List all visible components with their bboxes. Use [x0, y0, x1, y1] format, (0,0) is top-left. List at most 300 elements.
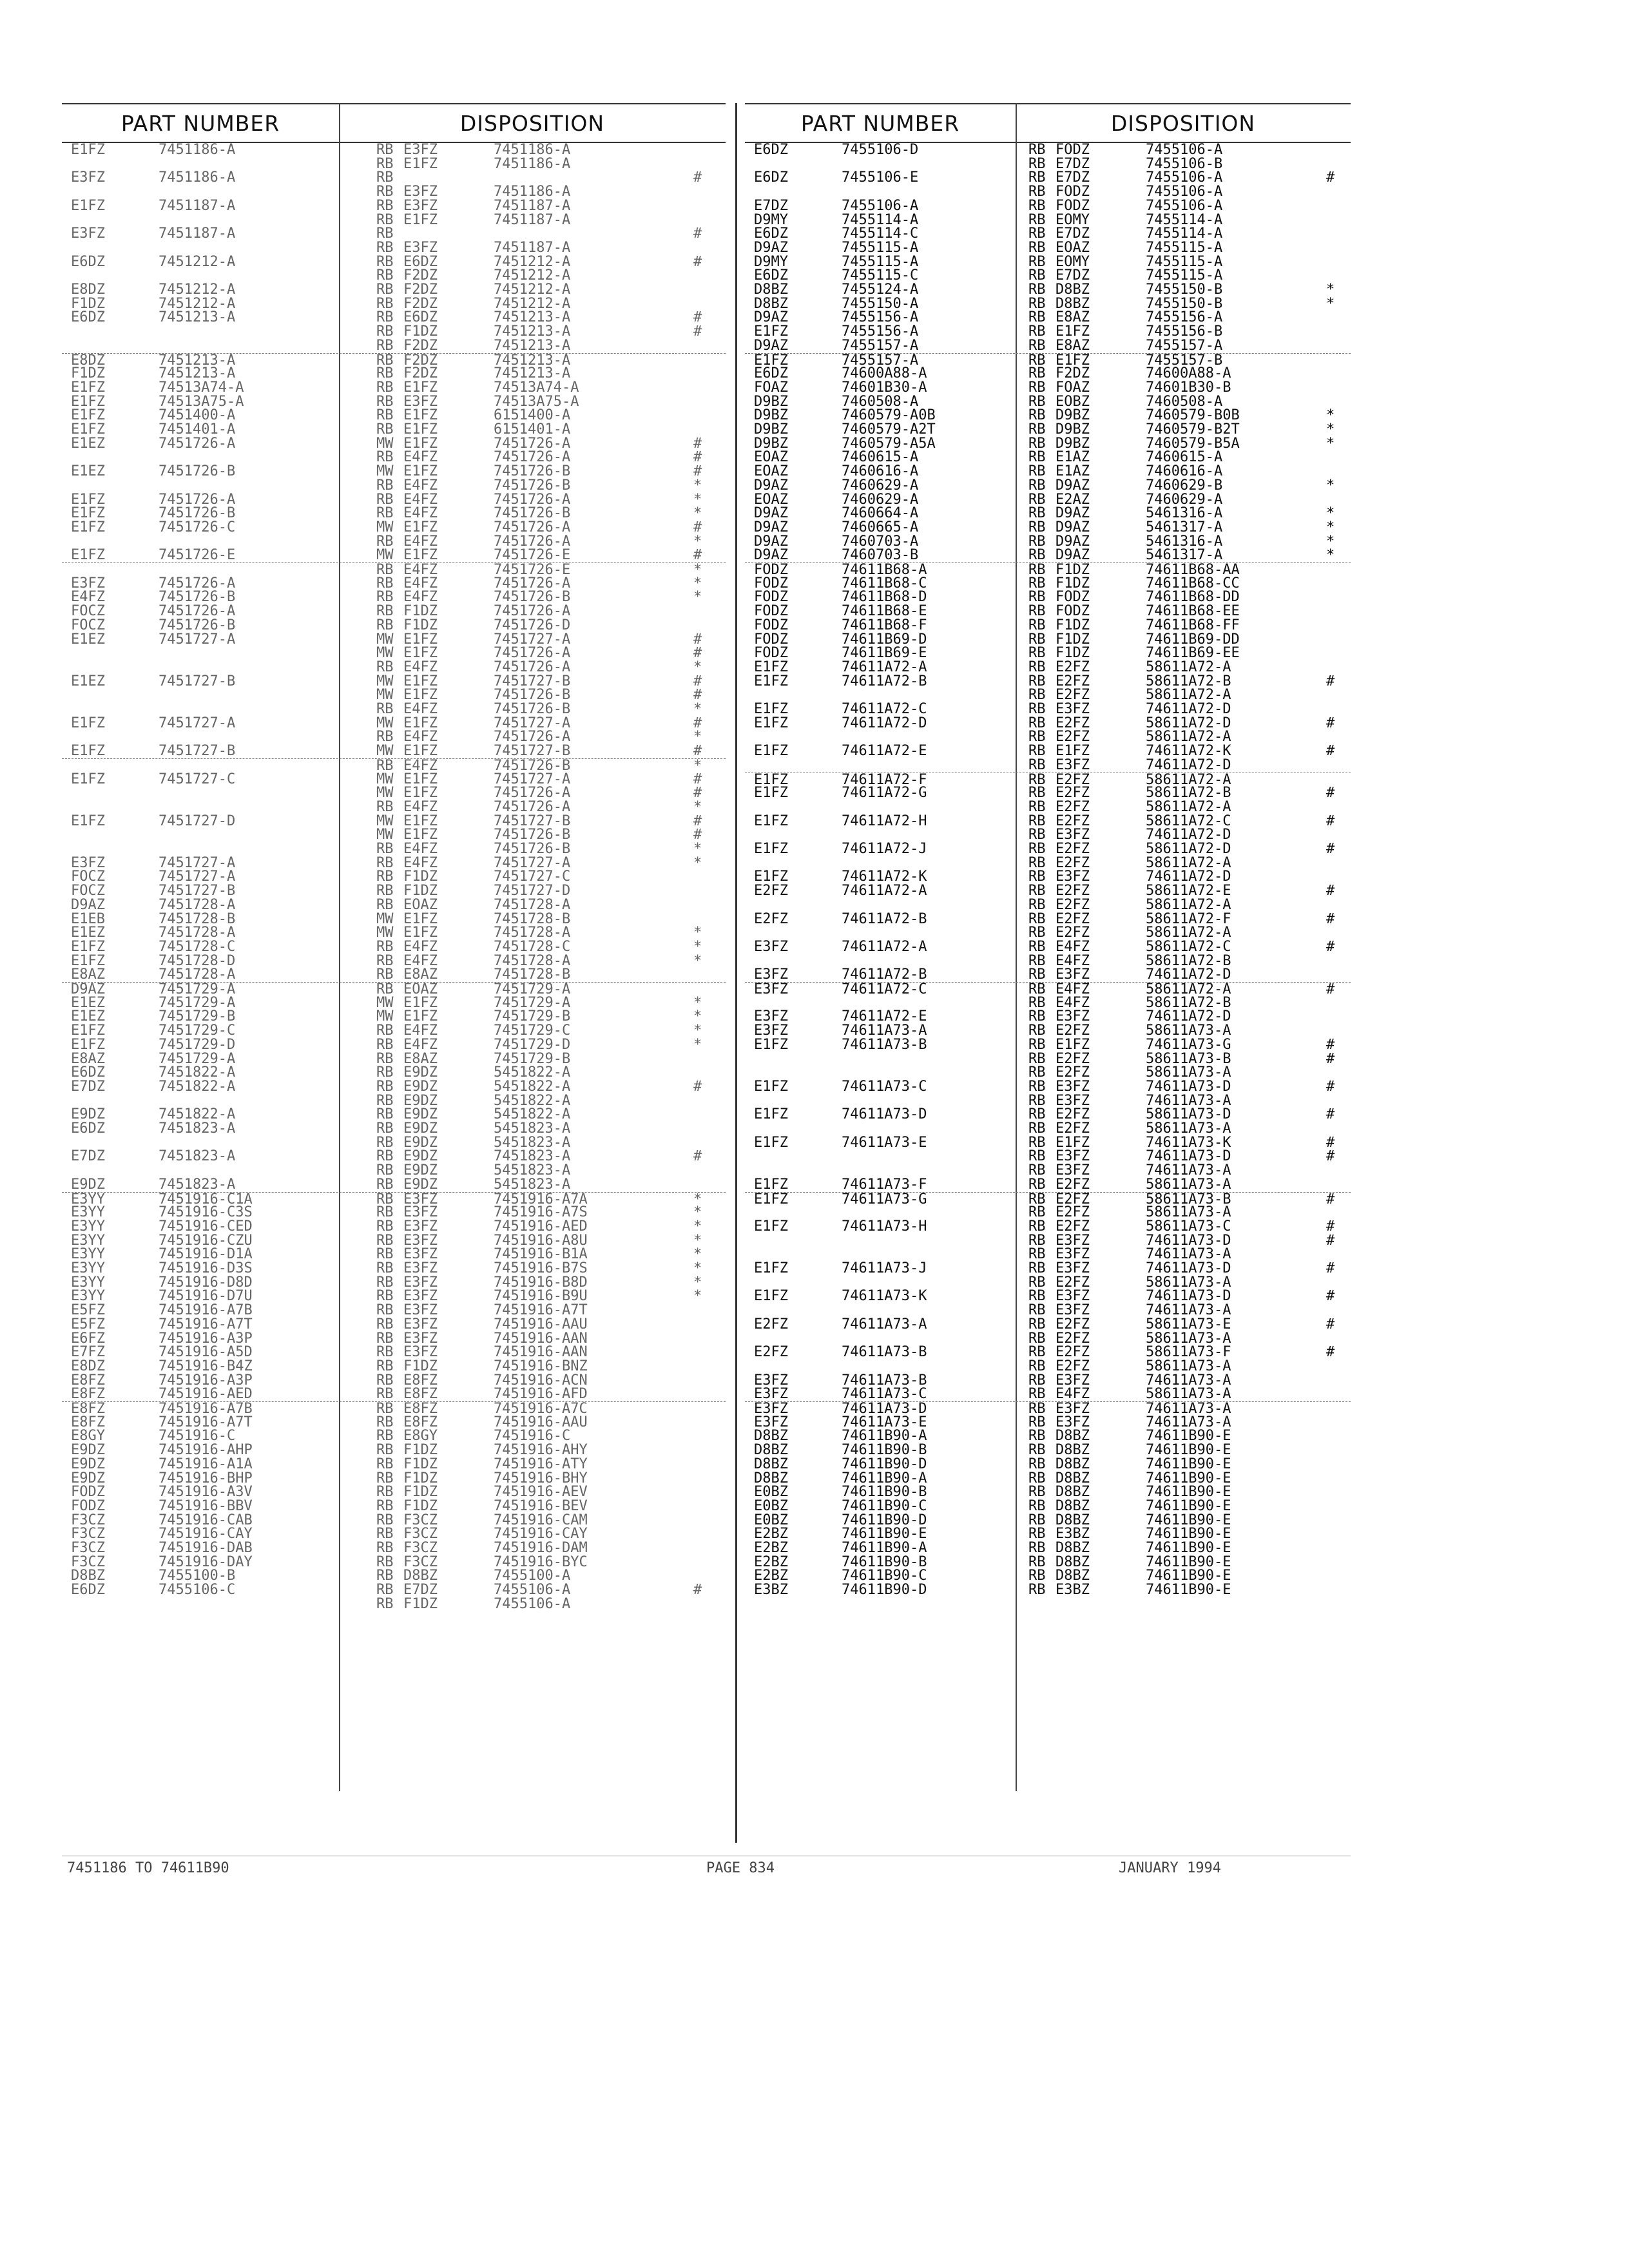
disposition-model: D9AZ: [1055, 547, 1090, 564]
table-row: [62, 1569, 726, 1582]
disposition-code: RB: [1028, 1260, 1046, 1276]
table-row: [745, 1164, 1351, 1177]
table-row: [745, 1080, 1351, 1093]
disposition-part: 58611A72-B: [1146, 994, 1231, 1011]
part-number: 7451726-B: [159, 505, 236, 522]
part-number: 7451726-C: [159, 519, 236, 535]
disposition-part: 7451187-A: [494, 239, 571, 256]
part-number: 74611A72-A: [842, 938, 927, 955]
disposition-model: E3FZ: [1055, 1372, 1090, 1389]
table-row: [62, 311, 726, 324]
part-number: 74611B90-C: [842, 1568, 927, 1584]
table-row: [62, 213, 726, 227]
disposition-model: E1FZ: [403, 421, 438, 437]
disposition-part: 74611B90-E: [1146, 1568, 1231, 1584]
part-number: 7451727-B: [159, 743, 236, 760]
model-code: E7FZ: [71, 1344, 105, 1361]
table-row: [745, 773, 1351, 787]
part-number: 74611A72-A: [842, 883, 927, 899]
disposition-code: RB: [376, 1134, 394, 1151]
table-row: [745, 548, 1351, 562]
disposition-part: 74513A75-A: [494, 393, 579, 410]
table-row: [62, 1024, 726, 1037]
disposition-part: 7451916-AED: [494, 1218, 588, 1235]
part-number: 7455156-A: [842, 309, 919, 326]
part-number: 74600A88-A: [842, 365, 927, 382]
model-code: E3YY: [71, 1232, 105, 1249]
flag-mark: #: [1326, 743, 1335, 760]
part-number: 7451822-A: [159, 1106, 236, 1123]
flag-mark: #: [1326, 715, 1335, 731]
footer-date: JANUARY 1994: [1119, 1860, 1221, 1876]
part-number: 7451726-A: [159, 491, 236, 508]
part-number: 7455115-A: [842, 253, 919, 270]
disposition-model: D8BZ: [1055, 295, 1090, 312]
part-number: 7451916-A3P: [159, 1330, 253, 1347]
disposition-model: E4FZ: [403, 562, 438, 578]
table-row: [745, 1234, 1351, 1247]
disposition-model: E1FZ: [1055, 323, 1090, 340]
part-number: 7455114-C: [842, 226, 919, 242]
model-code: FODZ: [754, 645, 788, 662]
model-code: D9AZ: [71, 981, 105, 997]
flag-mark: *: [693, 533, 702, 550]
flag-mark: *: [693, 1036, 702, 1053]
disposition-code: RB: [376, 1302, 394, 1319]
table-row: [62, 590, 726, 604]
disposition-model: E1FZ: [403, 785, 438, 802]
flag-mark: *: [1326, 547, 1335, 564]
disposition-code: RB: [1028, 1484, 1046, 1501]
part-number: 7451916-D3S: [159, 1260, 253, 1276]
table-row: [745, 269, 1351, 282]
table-row: [62, 1597, 726, 1611]
table-row: [745, 1318, 1351, 1331]
part-number: 7460629-A: [842, 491, 919, 508]
table-row: [745, 395, 1351, 408]
disposition-code: RB: [1028, 952, 1046, 969]
table-row: [745, 353, 1351, 367]
disposition-model: E8AZ: [1055, 337, 1090, 354]
table-row: [62, 1178, 726, 1191]
disposition-model: E4FZ: [403, 952, 438, 969]
disposition-part: 58611A72-C: [1146, 938, 1231, 955]
disposition-part: 74611A73-D: [1146, 1232, 1231, 1249]
disposition-model: E4FZ: [403, 533, 438, 550]
disposition-code: RB: [376, 1218, 394, 1235]
model-code: D9MY: [754, 211, 788, 228]
flag-mark: *: [693, 1274, 702, 1291]
disposition-model: EOAZ: [1055, 239, 1090, 256]
part-number: 74611B90-D: [842, 1512, 927, 1528]
disposition-part: 7451916-BHY: [494, 1470, 588, 1486]
flag-mark: *: [693, 1204, 702, 1221]
disposition-code: RB: [1028, 1358, 1046, 1374]
flag-mark: #: [1326, 910, 1335, 927]
table-row: [745, 675, 1351, 688]
table-row: [62, 339, 726, 352]
model-code: E1FZ: [754, 841, 788, 857]
disposition-part: 74611B90-E: [1146, 1442, 1231, 1459]
disposition-code: RB: [1028, 1023, 1046, 1039]
disposition-code: RB: [376, 352, 394, 369]
model-code: D9AZ: [754, 547, 788, 564]
disposition-part: 7451916-AEV: [494, 1484, 588, 1501]
model-code: FODZ: [754, 617, 788, 633]
table-row: [62, 325, 726, 338]
table-row: [745, 1178, 1351, 1191]
model-code: E1FZ: [754, 673, 788, 689]
disposition-model: E3FZ: [403, 239, 438, 256]
disposition-code: MW: [376, 925, 394, 941]
disposition-model: E3FZ: [403, 1344, 438, 1361]
disposition-code: RB: [376, 155, 394, 172]
part-number: 7455124-A: [842, 282, 919, 298]
disposition-code: RB: [1028, 1218, 1046, 1235]
part-number: 7451213-A: [159, 352, 236, 369]
model-code: E1FZ: [71, 1023, 105, 1039]
disposition-model: E7DZ: [1055, 226, 1090, 242]
disposition-part: 7451726-A: [494, 658, 571, 675]
table-row: [745, 1416, 1351, 1429]
part-number: 74611B68-E: [842, 603, 927, 620]
disposition-model: EOBZ: [1055, 393, 1090, 410]
model-code: E6DZ: [71, 253, 105, 270]
disposition-model: E6DZ: [403, 309, 438, 326]
model-code: E3YY: [71, 1260, 105, 1276]
disposition-model: E9DZ: [403, 1162, 438, 1179]
part-number-heading: PART NUMBER: [800, 111, 960, 136]
disposition-model: E2FZ: [1055, 1023, 1090, 1039]
disposition-code: RB: [376, 896, 394, 913]
model-code: E1FZ: [754, 1176, 788, 1193]
disposition-code: RB: [1028, 1036, 1046, 1053]
table-row: [62, 1149, 726, 1163]
flag-mark: *: [693, 841, 702, 857]
disposition-code: RB: [1028, 1372, 1046, 1389]
disposition-part: 74513A74-A: [494, 379, 579, 396]
table-row: [745, 1472, 1351, 1485]
part-number: 7451916-C: [159, 1428, 236, 1445]
model-code: FODZ: [71, 1484, 105, 1501]
table-row: [62, 577, 726, 590]
disposition-part: 7451726-A: [494, 435, 571, 452]
disposition-code: RB: [376, 533, 394, 550]
table-row: [745, 479, 1351, 492]
part-number: 74611A73-H: [842, 1218, 927, 1235]
model-code: E7DZ: [754, 197, 788, 214]
disposition-model: E3FZ: [403, 1260, 438, 1276]
disposition-part: 74611A72-K: [1146, 743, 1231, 760]
disposition-part: 58611A72-A: [1146, 925, 1231, 941]
disposition-model: E2FZ: [1055, 673, 1090, 689]
table-row: [745, 1262, 1351, 1275]
disposition-part: 7451916-B8D: [494, 1274, 588, 1291]
disposition-code: MW: [376, 547, 394, 564]
disposition-code: RB: [376, 1232, 394, 1249]
disposition-part: 7455106-A: [1146, 184, 1223, 200]
part-number: 74611A72-E: [842, 743, 927, 760]
model-code: E1FZ: [71, 421, 105, 437]
disposition-part: 74611B90-E: [1146, 1582, 1231, 1599]
part-number: 74611B90-B: [842, 1553, 927, 1570]
disposition-code: RB: [1028, 966, 1046, 983]
disposition-code: RB: [1028, 379, 1046, 396]
table-row: [62, 1234, 726, 1247]
disposition-part: 5461316-A: [1146, 505, 1223, 522]
disposition-part: 7451186-A: [494, 184, 571, 200]
table-row: [62, 1220, 726, 1233]
model-code: E6DZ: [71, 1120, 105, 1137]
disposition-part: 7451726-B: [494, 477, 571, 494]
disposition-model: E8FZ: [403, 1414, 438, 1430]
disposition-model: E8FZ: [403, 1401, 438, 1417]
table-row: [62, 1276, 726, 1289]
disposition-model: D9BZ: [1055, 407, 1090, 424]
disposition-part: 5451823-A: [494, 1120, 571, 1137]
part-number: 74611B90-B: [842, 1484, 927, 1501]
model-code: E1EZ: [71, 463, 105, 480]
flag-mark: *: [693, 1246, 702, 1263]
disposition-model: E2FZ: [1055, 883, 1090, 899]
disposition-part: 74611A72-D: [1146, 966, 1231, 983]
model-code: E0BZ: [754, 1484, 788, 1501]
model-code: E1EZ: [71, 1008, 105, 1025]
disposition-model: E4FZ: [1055, 938, 1090, 955]
model-code: E1FZ: [71, 393, 105, 410]
table-row: [62, 968, 726, 981]
disposition-part: 58611A72-F: [1146, 910, 1231, 927]
disposition-code: RB: [1028, 841, 1046, 857]
table-row: [745, 562, 1351, 577]
model-code: D8BZ: [71, 1568, 105, 1584]
disposition-code: RB: [376, 1372, 394, 1389]
table-row: [745, 1457, 1351, 1471]
model-code: E1EZ: [71, 673, 105, 689]
disposition-part: 58611A73-F: [1146, 1344, 1231, 1361]
part-number: 74611B68-C: [842, 575, 927, 591]
disposition-model: E3FZ: [1055, 1288, 1090, 1305]
disposition-model: E9DZ: [403, 1134, 438, 1151]
disposition-part: 7455106-B: [1146, 155, 1223, 172]
disposition-model: D8BZ: [403, 1568, 438, 1584]
disposition-code: RB: [376, 365, 394, 382]
table-row: [62, 1401, 726, 1416]
disposition-part: 58611A72-B: [1146, 785, 1231, 802]
disposition-model: E2FZ: [1055, 785, 1090, 802]
disposition-code: RB: [1028, 729, 1046, 745]
disposition-part: 7451729-B: [494, 1008, 571, 1025]
disposition-model: E4FZ: [403, 491, 438, 508]
disposition-code: MW: [376, 827, 394, 843]
disposition-code: RB: [376, 1023, 394, 1039]
disposition-code: RB: [376, 1330, 394, 1347]
part-number: 7451916-CED: [159, 1218, 253, 1235]
table-row: [745, 1527, 1351, 1541]
disposition-model: E2FZ: [1055, 1344, 1090, 1361]
part-number: 7455157-A: [842, 352, 919, 369]
table-row: [62, 143, 726, 157]
model-code: E6DZ: [754, 267, 788, 284]
table-row: [745, 1332, 1351, 1345]
disposition-part: 7455106-A: [494, 1595, 571, 1612]
disposition-code: MW: [376, 631, 394, 648]
disposition-model: E8FZ: [403, 1386, 438, 1403]
disposition-code: RB: [1028, 854, 1046, 871]
flag-mark: *: [1326, 435, 1335, 452]
model-code: E1FZ: [71, 547, 105, 564]
disposition-code: RB: [376, 1191, 394, 1207]
part-number: 7451727-D: [159, 812, 236, 829]
disposition-model: E8AZ: [1055, 309, 1090, 326]
disposition-part: 7460579-B5A: [1146, 435, 1240, 452]
part-number: 7451729-A: [159, 1050, 236, 1067]
table-row: [745, 1387, 1351, 1401]
disposition-part: 74611A73-G: [1146, 1036, 1231, 1053]
part-number: 7455106-A: [842, 197, 919, 214]
disposition-part: 58611A73-A: [1146, 1204, 1231, 1221]
model-code: E9DZ: [71, 1456, 105, 1472]
disposition-part: 7451727-B: [494, 812, 571, 829]
disposition-code: RB: [376, 1358, 394, 1374]
disposition-code: RB: [376, 1246, 394, 1263]
disposition-model: E3FZ: [1055, 1008, 1090, 1025]
model-code: D8BZ: [754, 1470, 788, 1486]
disposition-model: E1FZ: [403, 812, 438, 829]
disposition-part: 7451916-A8U: [494, 1232, 588, 1249]
model-code: FOAZ: [754, 379, 788, 396]
disposition-heading: DISPOSITION: [1110, 111, 1256, 136]
disposition-part: 5451823-A: [494, 1176, 571, 1193]
table-row: [62, 1010, 726, 1023]
disposition-model: E3FZ: [1055, 1162, 1090, 1179]
part-number: 7460579-A0B: [842, 407, 936, 424]
model-code: E5FZ: [71, 1302, 105, 1319]
part-number: 74611A73-A: [842, 1316, 927, 1332]
disposition-code: RB: [1028, 812, 1046, 829]
disposition-model: E3FZ: [403, 1316, 438, 1332]
model-code: E1EZ: [71, 925, 105, 941]
model-code: E1FZ: [754, 1036, 788, 1053]
model-code: F1DZ: [71, 295, 105, 312]
model-code: FOCZ: [71, 869, 105, 885]
part-number: 74611B90-C: [842, 1497, 927, 1514]
disposition-part: 74611B90-E: [1146, 1484, 1231, 1501]
disposition-code: RB: [1028, 155, 1046, 172]
disposition-code: MW: [376, 785, 394, 802]
disposition-part: 7451186-A: [494, 142, 571, 158]
table-row: [745, 954, 1351, 968]
table-row: [62, 521, 726, 534]
table-row: [745, 1374, 1351, 1387]
disposition-part: 7451729-A: [494, 994, 571, 1011]
table-row: [62, 1555, 726, 1569]
disposition-code: RB: [376, 938, 394, 955]
part-number: 74611A73-G: [842, 1191, 927, 1207]
disposition-code: RB: [1028, 1148, 1046, 1165]
disposition-part: 7451726-A: [494, 519, 571, 535]
disposition-code: RB: [376, 575, 394, 591]
flag-mark: *: [1326, 505, 1335, 522]
flag-mark: *: [693, 925, 702, 941]
disposition-code: RB: [1028, 184, 1046, 200]
disposition-code: RB: [376, 1428, 394, 1445]
flag-mark: #: [1326, 938, 1335, 955]
disposition-code: RB: [1028, 449, 1046, 466]
model-code: E1FZ: [754, 743, 788, 760]
table-row: [62, 1332, 726, 1345]
part-number: 7460616-A: [842, 463, 919, 480]
model-code: FOCZ: [71, 603, 105, 620]
table-row: [745, 800, 1351, 814]
part-number: 7451916-A7T: [159, 1316, 253, 1332]
disposition-code: RB: [1028, 1176, 1046, 1193]
disposition-code: RB: [1028, 142, 1046, 158]
disposition-part: 74611B69-EE: [1146, 645, 1240, 662]
model-code: FODZ: [754, 603, 788, 620]
disposition-code: RB: [376, 1414, 394, 1430]
table-row: [62, 773, 726, 786]
disposition-heading: DISPOSITION: [459, 111, 605, 136]
table-row: [745, 744, 1351, 758]
flag-mark: #: [1326, 812, 1335, 829]
disposition-code: RB: [1028, 1288, 1046, 1305]
disposition-part: 7451728-C: [494, 938, 571, 955]
table-row: [62, 660, 726, 674]
model-code: E8DZ: [71, 282, 105, 298]
flag-mark: #: [693, 743, 702, 760]
disposition-model: E1FZ: [403, 211, 438, 228]
disposition-part: 7455100-A: [494, 1568, 571, 1584]
disposition-code: RB: [376, 562, 394, 578]
table-row: [62, 1387, 726, 1401]
part-number: 74611B90-D: [842, 1456, 927, 1472]
disposition-code: RB: [376, 617, 394, 633]
part-number: 74611B90-A: [842, 1428, 927, 1445]
table-row: [62, 227, 726, 240]
disposition-part: 7451728-B: [494, 966, 571, 983]
disposition-model: E3FZ: [403, 1246, 438, 1263]
table-row: [745, 814, 1351, 828]
disposition-code: RB: [376, 1401, 394, 1417]
disposition-model: E4FZ: [403, 589, 438, 606]
disposition-code: RB: [376, 1456, 394, 1472]
disposition-model: FODZ: [1055, 197, 1090, 214]
part-number: 7460629-A: [842, 477, 919, 494]
part-number: 7455150-A: [842, 295, 919, 312]
disposition-model: E8AZ: [403, 966, 438, 983]
disposition-part: 7451726-B: [494, 701, 571, 717]
part-number: 7455100-B: [159, 1568, 236, 1584]
disposition-part: 7451916-AAN: [494, 1344, 588, 1361]
part-number: 7451727-A: [159, 854, 236, 871]
table-row: [62, 926, 726, 939]
table-row: [62, 716, 726, 730]
disposition-part: 74611A73-A: [1146, 1162, 1231, 1179]
table-row: [745, 1303, 1351, 1317]
disposition-code: MW: [376, 715, 394, 731]
disposition-model: E6DZ: [403, 253, 438, 270]
table-row: [62, 1303, 726, 1317]
part-number: 7451916-A3P: [159, 1372, 253, 1389]
disposition-model: E2FZ: [1055, 1176, 1090, 1193]
disposition-code: RB: [1028, 211, 1046, 228]
disposition-code: RB: [1028, 715, 1046, 731]
page-footer: [62, 1856, 1351, 1876]
disposition-model: E1FZ: [1055, 352, 1090, 369]
table-row: [62, 185, 726, 198]
table-row: [745, 450, 1351, 464]
